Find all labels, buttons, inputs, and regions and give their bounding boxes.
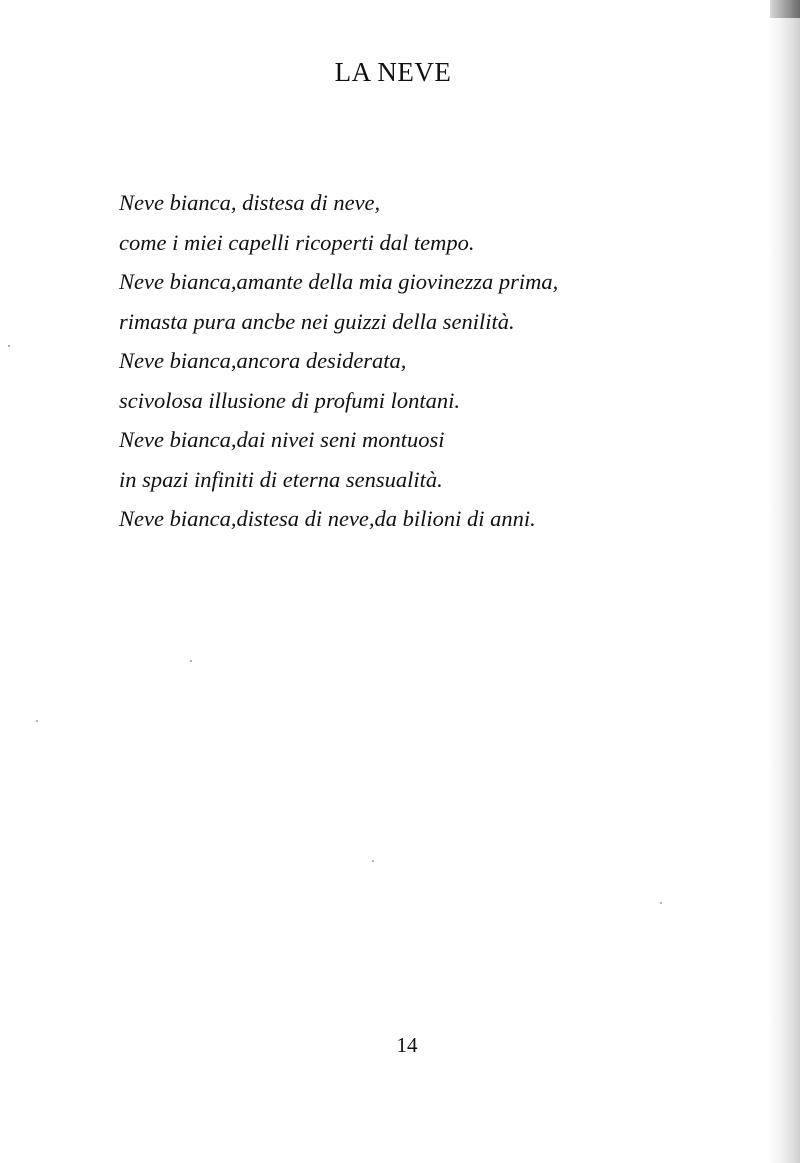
poem-line: rimasta pura ancbe nei guizzi della senilità. — [119, 308, 515, 334]
poem-line: Neve bianca,dai nivei seni montuosi — [119, 427, 445, 452]
scan-shadow-edge — [766, 0, 800, 1163]
scan-speck — [190, 660, 192, 662]
scan-speck — [372, 860, 374, 862]
scan-speck — [36, 720, 38, 722]
scan-speck — [660, 902, 662, 904]
poem-line: Neve bianca, distesa di neve, — [119, 190, 381, 215]
poem-line: come i miei capelli ricoperti dal tempo. — [119, 229, 475, 255]
poem-body — [119, 183, 719, 539]
poem-line: Neve bianca,distesa di neve,da bilioni di anni. — [119, 506, 536, 531]
scan-shadow-corner — [770, 0, 800, 18]
poem-line: in spazi infiniti di eterna sensualità. — [119, 466, 443, 492]
poem-title: LA NEVE — [334, 57, 452, 87]
page-number: 14 — [396, 1033, 418, 1057]
poem-line: Neve bianca,ancora desiderata, — [119, 348, 407, 373]
poem-line: scivolosa illusione di profumi lontani. — [119, 387, 461, 413]
scan-speck — [8, 345, 10, 347]
poem-line: Neve bianca,amante della mia giovinezza prima, — [119, 269, 559, 294]
